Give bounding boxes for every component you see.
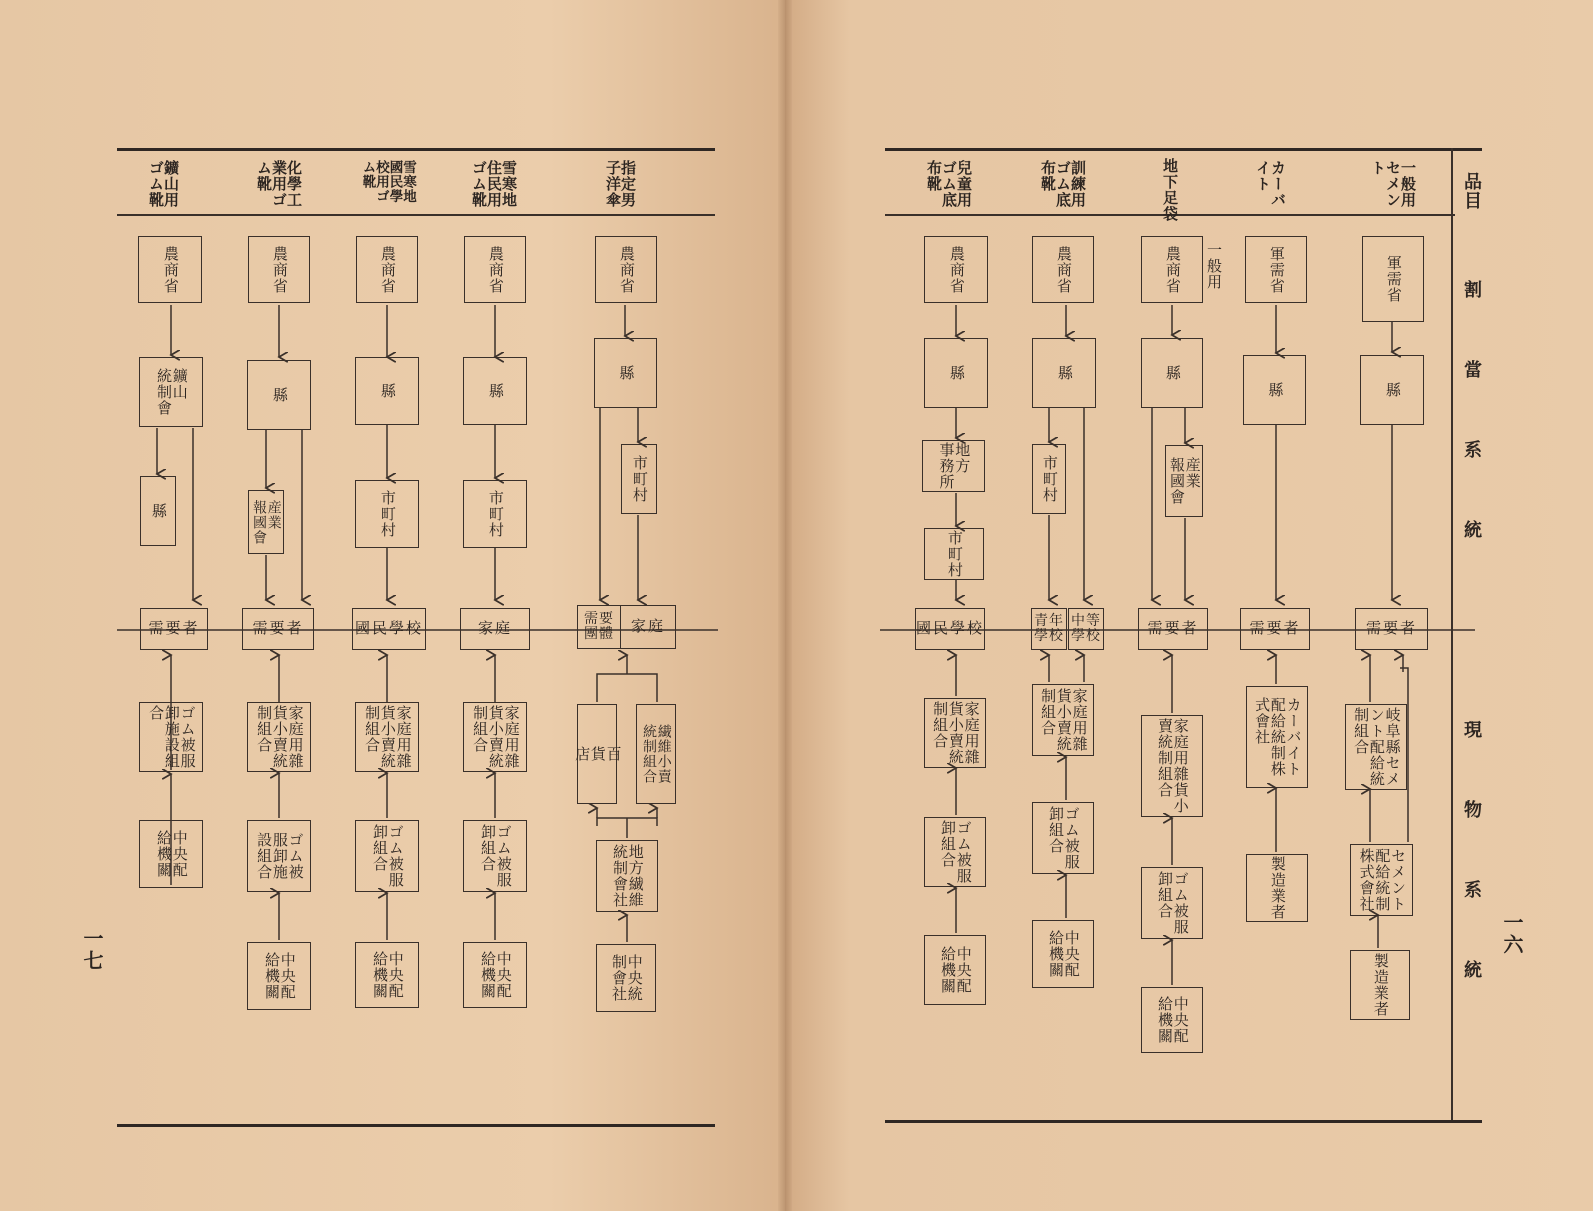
left-3-municipality: 市町村	[355, 480, 419, 548]
left-3-prefecture: 縣	[355, 357, 419, 425]
left-4-sink: 需要者	[242, 608, 314, 650]
right-5-sink: 國民學校	[915, 608, 985, 650]
right-4-municipality: 市町村	[1032, 444, 1066, 514]
left-header-rule	[117, 214, 715, 216]
right-3-prefecture: 縣	[1141, 338, 1203, 408]
left-5-prefecture: 縣	[140, 476, 176, 546]
right-5-sup-2: ゴム被服 卸組合	[924, 817, 986, 887]
right-4-sink-youth-school: 青年 學校	[1031, 608, 1067, 650]
right-1-sup-1: 岐阜縣セメ ント配給統 制組合	[1345, 704, 1407, 790]
right-5-sup-1: 家庭用雜 貨小賣統 制組合	[924, 698, 986, 768]
right-1-sink: 需要者	[1355, 608, 1428, 650]
left-1-sink-group: 需要 團體	[577, 605, 621, 649]
right-4-sup-3: 中央配 給機關	[1032, 920, 1094, 988]
left-item-head-3: 雪寒地 國民學 校用ゴ ム靴	[359, 160, 416, 204]
left-3-sup-3: 中央配 給機關	[355, 942, 419, 1008]
right-3-industry: 産業 報國會	[1165, 445, 1203, 517]
right-5-sup-3: 中央配 給機關	[924, 935, 986, 1005]
left-item-head-4: 化學工 業用ゴ ム靴	[255, 160, 303, 208]
right-4-sink-middle-school: 中等 學校	[1068, 608, 1104, 650]
right-4-ministry: 農商省	[1032, 236, 1094, 303]
left-bottom-rule	[117, 1124, 715, 1127]
right-1-prefecture: 縣	[1360, 355, 1424, 425]
left-5-sink: 需要者	[140, 608, 208, 650]
right-1-ministry: 軍需省	[1362, 236, 1424, 322]
left-5-ministry: 農商省	[138, 236, 202, 303]
right-title-divider	[1451, 148, 1453, 1120]
right-item-head-1: 一般用 セメン ト	[1369, 160, 1417, 208]
left-1-ministry: 農商省	[595, 236, 657, 303]
allocation-title: 割當系統	[1461, 280, 1482, 600]
left-2-municipality: 市町村	[463, 480, 527, 548]
right-item-head-2: カーバ イト	[1254, 160, 1287, 208]
goods-title: 現物系統	[1461, 720, 1482, 1040]
left-page-number: 一七	[80, 928, 104, 972]
left-3-sup-2: ゴム被服 卸組合	[355, 820, 419, 892]
right-3-sup-3: 中央配 給機關	[1141, 987, 1203, 1053]
left-3-ministry: 農商省	[356, 236, 418, 303]
book-gutter	[778, 0, 792, 1211]
right-item-head-3: 地下足袋	[1161, 158, 1179, 222]
left-4-industry: 産業 報國會	[248, 490, 284, 554]
items-header: 品目	[1461, 172, 1482, 210]
left-3-sink: 國民學校	[352, 608, 426, 650]
right-item-head-5: 兒童用 ゴム底 布靴	[925, 160, 973, 208]
left-top-rule	[117, 148, 715, 151]
left-4-sup-2: ゴム被 服卸施 設組合	[247, 820, 311, 892]
right-3-sink: 需要者	[1138, 608, 1208, 650]
left-1-sup-retail: 繊維小賣 統制組合	[636, 704, 676, 804]
left-1-prefecture: 縣	[594, 338, 657, 408]
right-2-sup-2: 製造業者	[1246, 854, 1308, 922]
right-item-head-4: 訓練用 ゴム底 布靴	[1039, 160, 1087, 208]
right-5-local-office: 地方 事務所	[922, 440, 985, 492]
left-4-prefecture: 縣	[247, 360, 311, 430]
right-4-sup-2: ゴム被服 卸組合	[1032, 802, 1094, 874]
left-2-sup-3: 中央配 給機關	[463, 942, 527, 1008]
left-5-sup-1: ゴム被服 卸施設組 合	[139, 702, 203, 772]
right-item-note-3: 一般用	[1205, 242, 1223, 290]
left-1-sup-dept-store: 百 貨 店	[577, 704, 617, 804]
right-5-municipality: 市町村	[924, 528, 984, 580]
right-5-ministry: 農商省	[924, 236, 988, 303]
right-3-ministry: 農商省	[1141, 236, 1203, 303]
left-2-sup-2: ゴム被服 卸組合	[463, 820, 527, 892]
right-2-prefecture: 縣	[1243, 355, 1306, 425]
right-4-sup-1: 家庭用雜 貨小賣統 制組合	[1032, 684, 1094, 756]
right-5-prefecture: 縣	[924, 338, 988, 408]
right-page-number: 一六	[1500, 912, 1524, 956]
left-4-sup-3: 中央配 給機關	[247, 942, 311, 1010]
left-2-ministry: 農商省	[464, 236, 526, 303]
right-3-sup-1: 家庭用雜貨小 賣統制組合	[1141, 715, 1203, 817]
right-1-sup-2: セメント 配給統制 株式會社	[1350, 844, 1413, 916]
left-4-sup-1: 家庭用雜 貨小賣統 制組合	[247, 702, 311, 772]
left-item-head-1: 指定男 子洋傘	[604, 160, 637, 208]
right-2-sup-1: カーバイト 配給統制株 式會社	[1246, 686, 1308, 788]
right-2-ministry: 軍需省	[1245, 236, 1307, 303]
right-4-prefecture: 縣	[1032, 338, 1096, 408]
right-1-sup-3: 製造業者	[1350, 950, 1410, 1020]
left-1-sup-local: 地方繊維 統制會社	[596, 840, 658, 912]
left-4-ministry: 農商省	[248, 236, 310, 303]
left-item-head-5: 鑛山用 ゴム靴	[147, 160, 180, 208]
left-3-sup-1: 家庭用雜 貨小賣統 制組合	[355, 702, 419, 772]
right-3-sup-2: ゴム被服 卸組合	[1141, 867, 1203, 939]
left-5-mining-council: 鑛山 統制會	[139, 357, 203, 427]
right-2-sink: 需要者	[1240, 608, 1310, 650]
left-5-sup-2: 中央配 給機關	[139, 820, 203, 888]
left-1-sup-central: 中央統 制會社	[596, 944, 656, 1012]
left-1-sink-household: 家庭	[620, 605, 676, 649]
left-2-sink: 家庭	[460, 608, 530, 650]
left-2-sup-1: 家庭用雜 貨小賣統 制組合	[463, 702, 527, 772]
left-1-municipality: 市町村	[621, 444, 657, 514]
left-item-head-2: 雪寒地 住民用 ゴム靴	[470, 160, 518, 208]
right-bottom-rule	[885, 1120, 1482, 1123]
right-top-rule	[885, 148, 1482, 151]
left-2-prefecture: 縣	[463, 357, 527, 425]
